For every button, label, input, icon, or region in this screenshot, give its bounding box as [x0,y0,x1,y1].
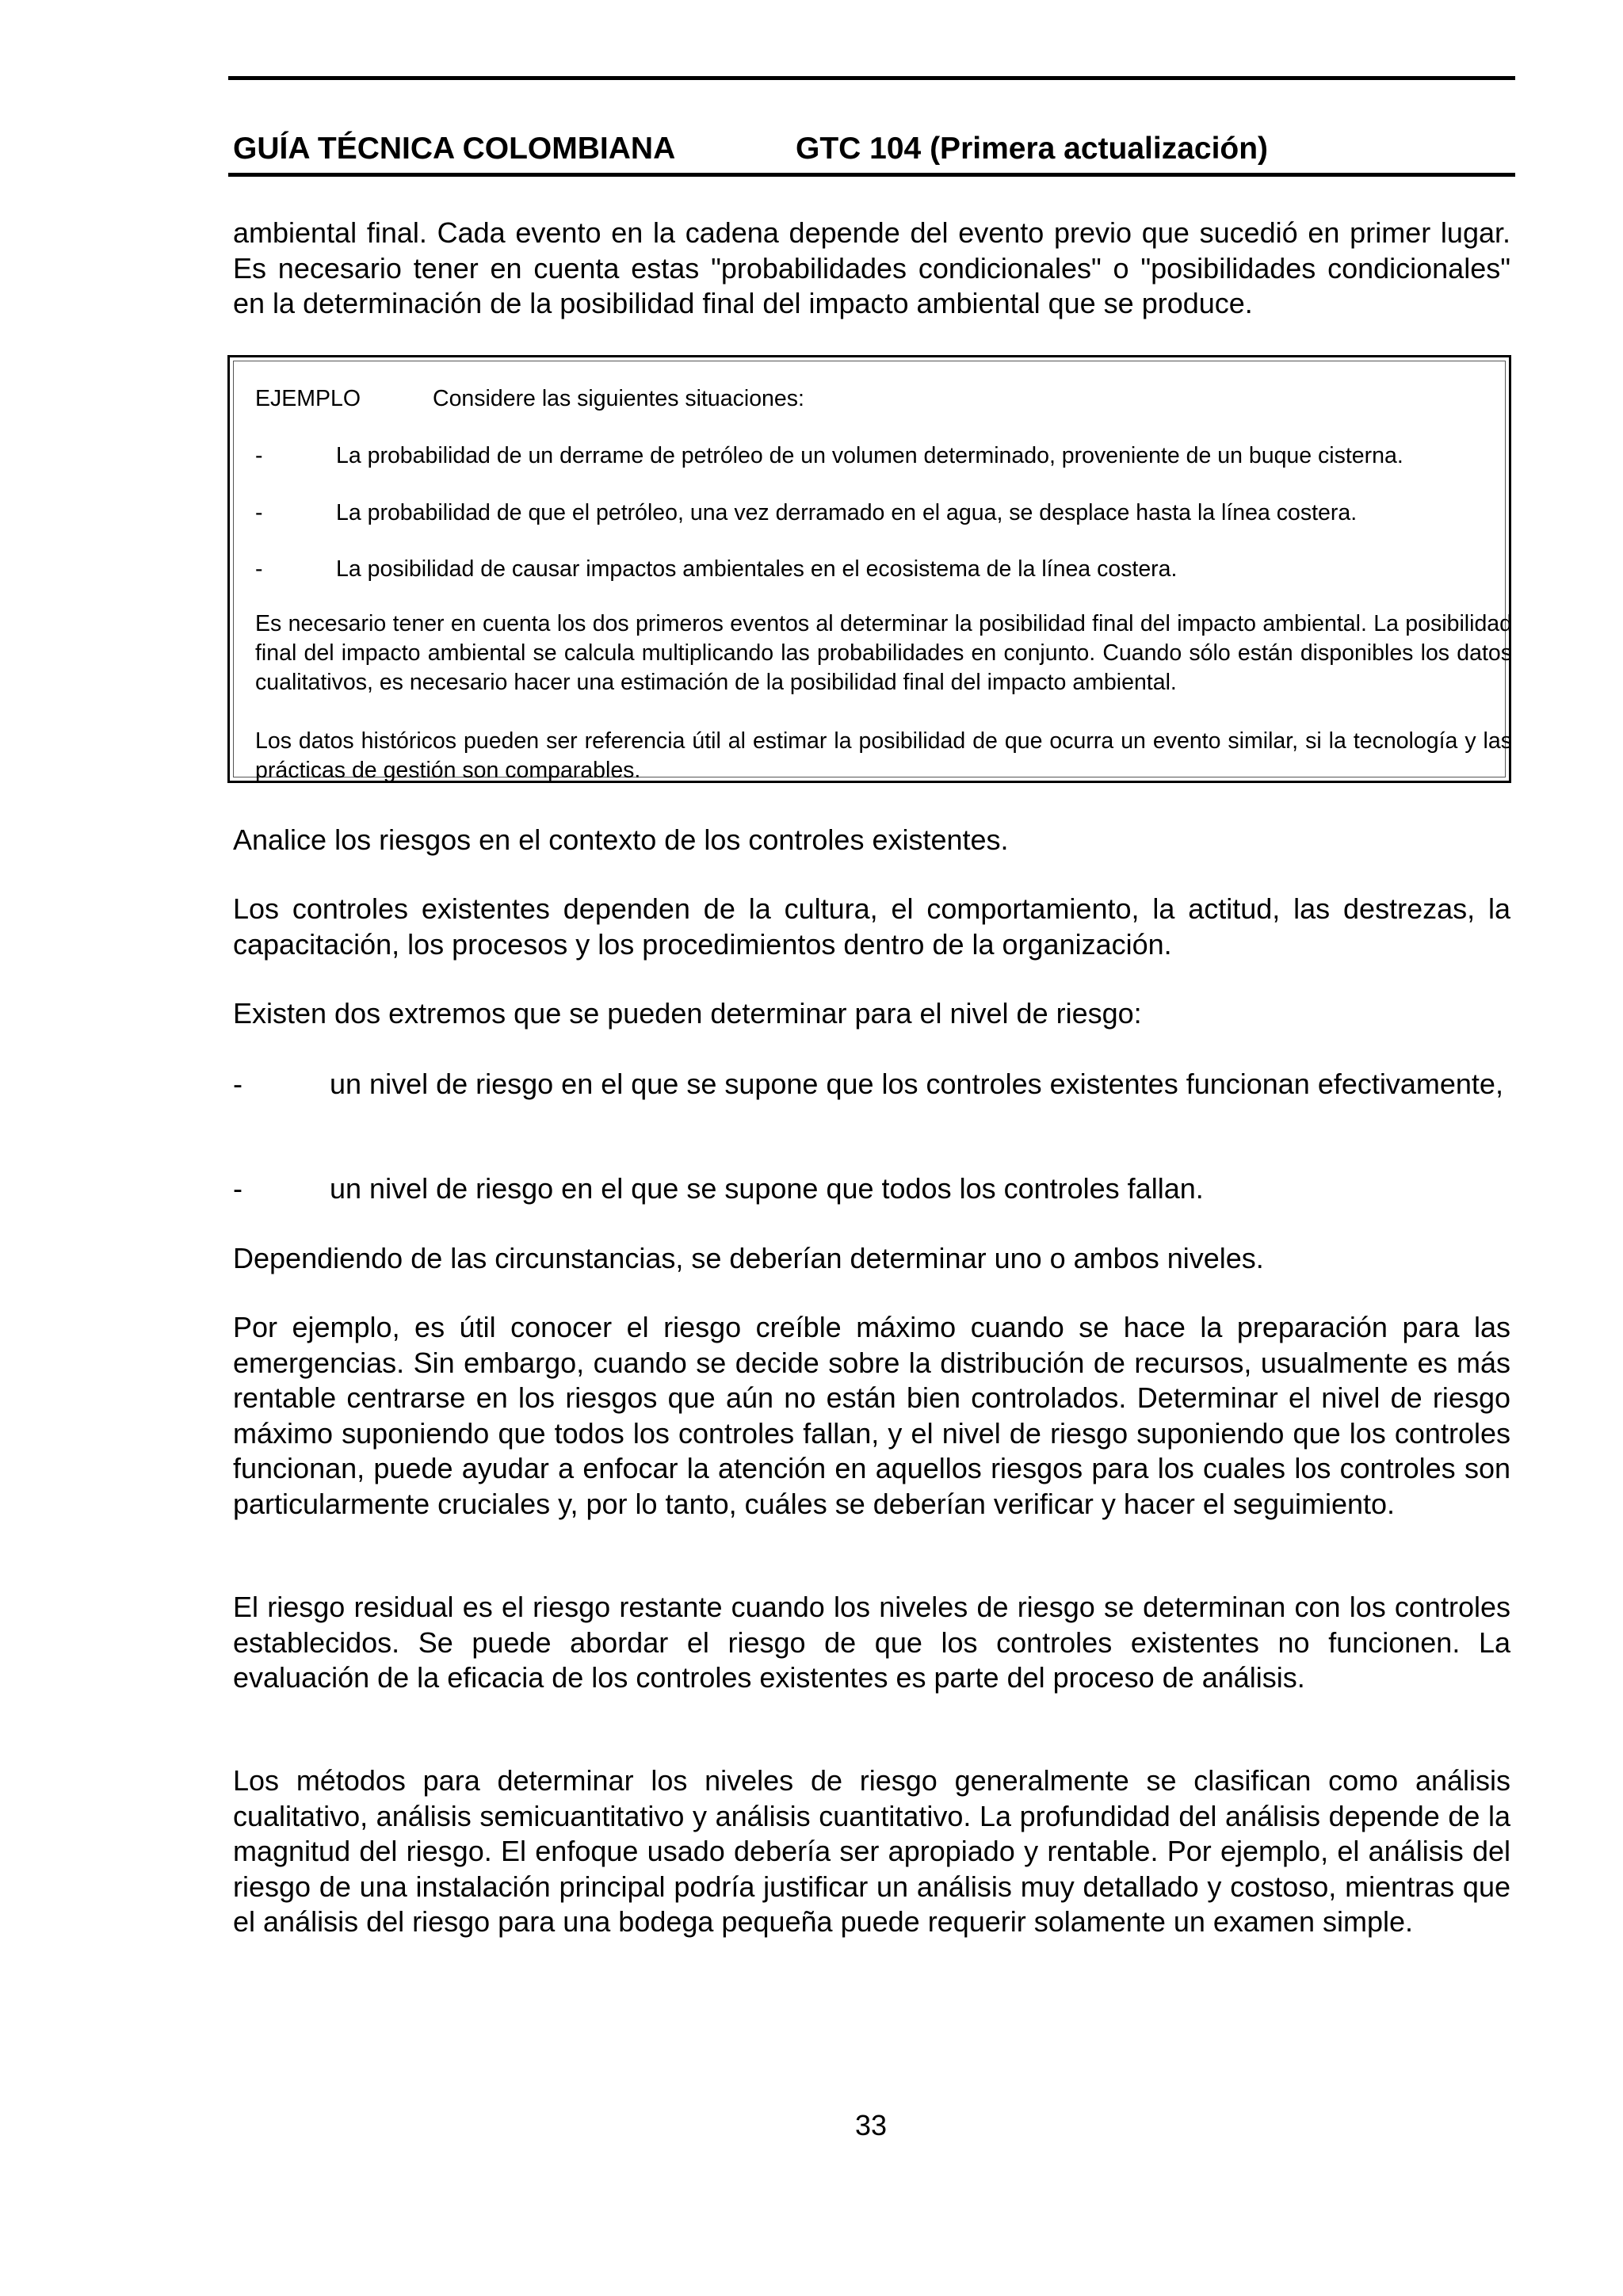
list-dash: - [233,1172,242,1205]
page-number: 33 [854,2109,888,2141]
body-paragraph: Los controles existentes dependen de la cultura, el comportamiento, la actitud, las destrezas, la capacitación, los procesos y los procedimientos dentro de la organización. [233,892,1510,961]
header-left-title: GUÍA TÉCNICA COLOMBIANA [233,132,676,166]
example-label: EJEMPLO [255,386,361,411]
header-bottom-rule [228,173,1515,177]
example-item: La probabilidad de un derrame de petróleo de un volumen determinado, proveniente de un buque cisterna. [336,443,1403,468]
example-intro: Considere las siguientes situaciones: [433,386,804,411]
list-item: un nivel de riesgo en el que se supone que todos los controles fallan. [330,1172,1204,1205]
example-item-dash: - [255,500,263,525]
example-item: La posibilidad de causar impactos ambientales en el ecosistema de la línea costera. [336,556,1178,582]
page-header [233,127,1515,171]
body-paragraph: Los métodos para determinar los niveles de riesgo generalmente se clasifican como análisis cualitativo, análisis semicuantitativo y análisis cuantitativo. La profundidad del análisis depende de la magnitud del riesgo. El enfoque usado debería ser apropiado y rentable. Por ejemplo, el análisis del riesgo de una instalación principal podría justificar un análisis muy detallado y costoso, mientras que el análisis del riesgo para una bodega pequeña puede requerir solamente un examen simple. [233,1764,1510,1939]
body-paragraph: Dependiendo de las circunstancias, se deberían determinar uno o ambos niveles. [233,1242,1264,1274]
example-paragraph-2: Los datos históricos pueden ser referencia útil al estimar la posibilidad de que ocurra un evento similar, si la tecnología y las prácticas de gestión son comparables. [255,728,1512,783]
body-paragraph: El riesgo residual es el riesgo restante cuando los niveles de riesgo se determinan con los controles establecidos. Se puede abordar el riesgo de que los controles existentes no funcionen. La evaluación de la eficacia de los controles existentes es parte del proceso de análisis. [233,1591,1510,1694]
header-top-rule [228,76,1515,80]
list-item: un nivel de riesgo en el que se supone que los controles existentes funcionan efectivamente, [330,1068,1503,1100]
example-box [227,355,1511,783]
example-paragraph-1: Es necesario tener en cuenta los dos primeros eventos al determinar la posibilidad final del impacto ambiental. La posibilidad final del impacto ambiental se calcula multiplicando las probabilidades en conjunto. Cuando sólo están disponibles los datos cualitativos, es necesario hacer una estimación de la posibilidad final del impacto ambiental. [255,611,1512,695]
example-item-dash: - [255,443,263,468]
intro-paragraph: ambiental final. Cada evento en la cadena depende del evento previo que sucedió en primer lugar. Es necesario tener en cuenta estas "probabilidades condicionales" o "posibilidades condicionales" en la determinación de la posibilidad final del impacto ambiental que se produce. [233,216,1510,320]
example-item: La probabilidad de que el petróleo, una vez derramado en el agua, se desplace hasta la línea costera. [336,500,1358,525]
body-paragraph: Analice los riesgos en el contexto de los controles existentes. [233,823,1009,856]
body-paragraph: Por ejemplo, es útil conocer el riesgo creíble máximo cuando se hace la preparación para las emergencias. Sin embargo, cuando se decide sobre la distribución de recursos, usualmente es más rentable centrarse en los riesgos que aún no están bien controlados. Determinar el nivel de riesgo máximo suponiendo que todos los controles fallan, y el nivel de riesgo suponiendo que los controles funcionan, puede ayudar a enfocar la atención en aquellos riesgos para los cuales los controles son particularmente cruciales y, por lo tanto, cuáles se deberían verificar y hacer el seguimiento. [233,1311,1510,1520]
body-paragraph: Existen dos extremos que se pueden determinar para el nivel de riesgo: [233,997,1142,1030]
header-right-title: GTC 104 (Primera actualización) [796,132,1269,166]
list-dash: - [233,1068,242,1100]
example-item-dash: - [255,556,263,582]
